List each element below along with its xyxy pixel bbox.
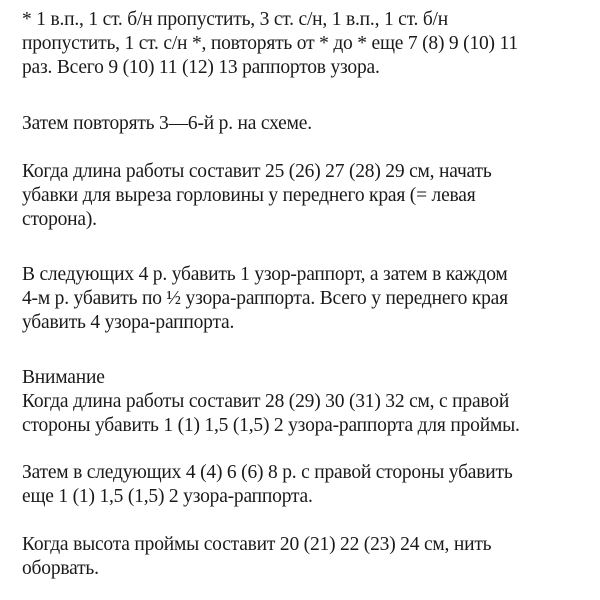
text-line: убавить 4 узора-раппорта. bbox=[22, 312, 235, 333]
text-line: * 1 в.п., 1 ст. б/н пропустить, 3 ст. с/н, 1 в.п., 1 ст. б/н bbox=[22, 9, 448, 30]
attention-heading: Внимание bbox=[22, 367, 105, 388]
text-line: пропустить, 1 ст. с/н *, повторять от * до * еще 7 (8) 9 (10) 11 bbox=[22, 33, 518, 54]
text-line: 4-м р. убавить по ½ узора-раппорта. Всего у переднего края bbox=[22, 288, 508, 309]
paragraph-finish bbox=[22, 533, 592, 581]
text-line: сторона). bbox=[22, 209, 97, 230]
paragraph-neckline-start bbox=[22, 160, 592, 232]
text-line: Затем повторять 3—6-й р. на схеме. bbox=[22, 113, 312, 134]
paragraph-neckline-decrease bbox=[22, 263, 592, 335]
paragraph-attention-armhole bbox=[22, 366, 592, 438]
text-line: Затем в следующих 4 (4) 6 (6) 8 р. с правой стороны убавить bbox=[22, 462, 513, 483]
text-line: раз. Всего 9 (10) 11 (12) 13 раппортов узора. bbox=[22, 57, 380, 78]
text-line: Когда длина работы составит 28 (29) 30 (31) 32 см, с правой bbox=[22, 391, 510, 412]
text-line: стороны убавить 1 (1) 1,5 (1,5) 2 узора-раппорта для проймы. bbox=[22, 415, 520, 436]
text-line: убавки для выреза горловины у переднего края (= левая bbox=[22, 185, 476, 206]
paragraph-pattern-repeat bbox=[22, 8, 592, 80]
text-line: Когда длина работы составит 25 (26) 27 (28) 29 см, начать bbox=[22, 161, 492, 182]
text-line: В следующих 4 р. убавить 1 узор-раппорт, а затем в каждом bbox=[22, 264, 508, 285]
text-line: Когда высота проймы составит 20 (21) 22 (23) 24 см, нить bbox=[22, 534, 492, 555]
paragraph-armhole-decrease bbox=[22, 461, 592, 509]
paragraph-repeat-rows bbox=[22, 112, 592, 136]
text-line: оборвать. bbox=[22, 558, 99, 579]
text-line: еще 1 (1) 1,5 (1,5) 2 узора-раппорта. bbox=[22, 486, 313, 507]
